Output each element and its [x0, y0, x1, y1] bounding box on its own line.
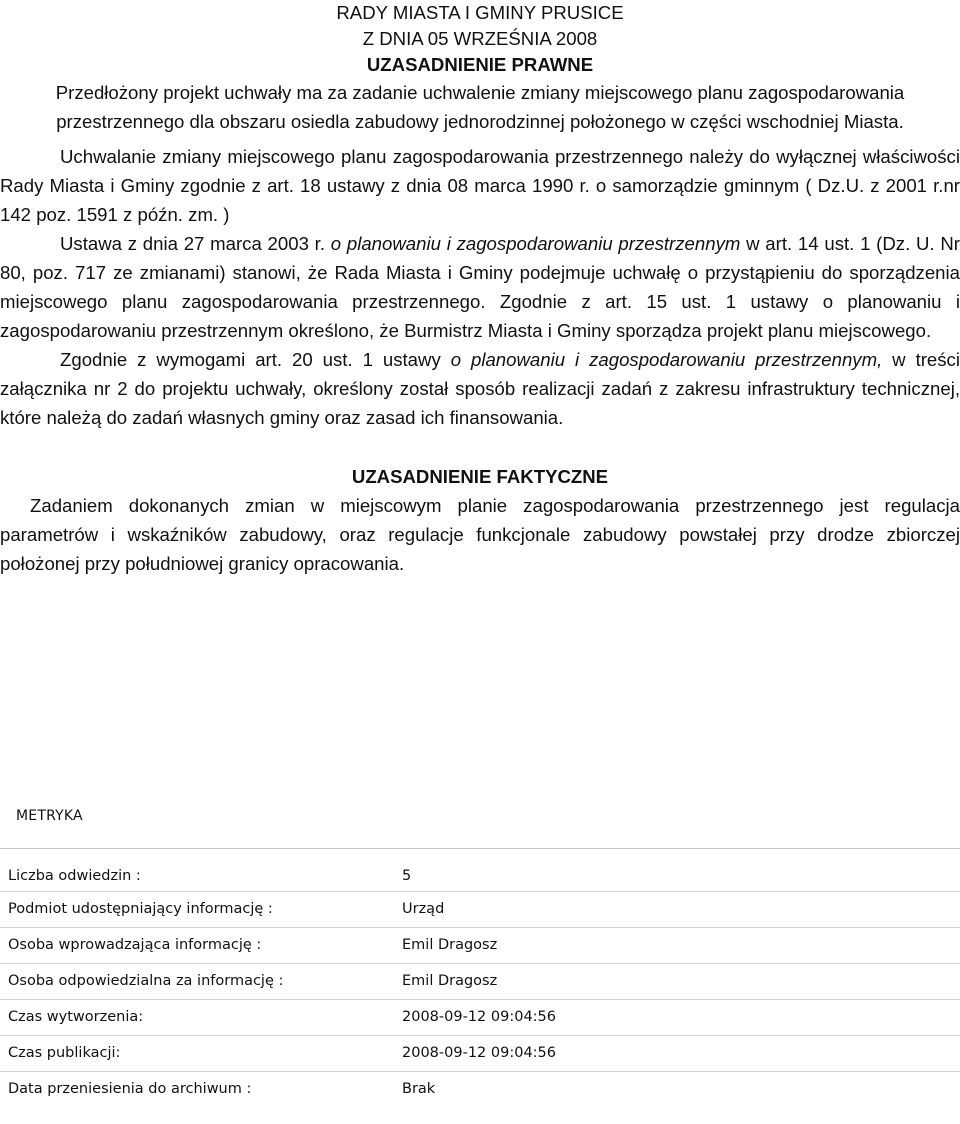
metadata-row-responsible [0, 964, 960, 1000]
metadata-value: Emil Dragosz [402, 973, 498, 989]
legal-paragraph-4-text-b: w treści załącznika nr 2 do projektu uchwały, określony został sposób realizacji zadań z zakresu infrastruktury technicznej, które należą do zadań własnych gminy oraz zasad ich finansowania. [0, 349, 960, 428]
legal-paragraph-3-text-a: Ustawa z dnia 27 marca 2003 r. [60, 233, 331, 254]
heading-factual-justification: UZASADNIENIE FAKTYCZNE [351, 466, 609, 487]
legal-paragraph-4 [0, 345, 960, 432]
factual-paragraph-1: Zadaniem dokonanych zmian w miejscowym planie zagospodarowania przestrzennego jest regulacja parametrów i wskaźników zabudowy, oraz regulacje funkcjonale zabudowy powstałej przy drodze zbiorczej położonej przy południowej granicy opracowania. [0, 495, 960, 574]
document-title-line-1: RADY MIASTA I GMINY PRUSICE [336, 2, 624, 23]
metadata-row-published [0, 1036, 960, 1072]
metadata-value: Emil Dragosz [402, 937, 498, 953]
metadata-key: Podmiot udostępniający informację : [8, 901, 273, 917]
legal-paragraph-1: Przedłożony projekt uchwały ma za zadanie uchwalenie zmiany miejscowego planu zagospodarowania przestrzennego dla obszaru osiedla zabudowy jednorodzinnej położonego w części wschodniej Miasta. [55, 82, 905, 132]
metadata-row-visits [0, 849, 960, 892]
heading-legal-justification: UZASADNIENIE PRAWNE [366, 54, 594, 75]
metadata-row-entered-by [0, 928, 960, 964]
legal-paragraph-3-text-b: w art. 14 ust. 1 (Dz. U. Nr 80, poz. 717 ze zmianami) stanowi, że Rada Miasta i Gminy podejmuje uchwałę o przystąpieniu do sporządzenia miejscowego planu zagospodarowania przestrzennego. Zgodnie z art. 15 ust. 1 ustawy o planowaniu i zagospodarowaniu przestrzennym określono, że Burmistrz Miasta i Gminy sporządza projekt planu miejscowego. [0, 233, 960, 341]
metadata-key: Liczba odwiedzin : [8, 868, 141, 884]
metadata-value: 2008-09-12 09:04:56 [402, 1045, 556, 1061]
legal-paragraph-4-text-a: Zgodnie z wymogami art. 20 ust. 1 ustawy [60, 349, 451, 370]
metadata-value: Brak [402, 1081, 436, 1097]
metadata-value: 5 [402, 868, 412, 884]
metadata-key: Data przeniesienia do archiwum : [8, 1081, 252, 1097]
metryka-label: METRYKA [16, 808, 83, 824]
metadata-table [0, 848, 960, 1107]
legal-paragraph-3-act-title: o planowaniu i zagospodarowaniu przestrzennym [330, 233, 741, 254]
metadata-key: Osoba odpowiedzialna za informację : [8, 973, 284, 989]
document-title-line-2: Z DNIA 05 WRZEŚNIA 2008 [362, 28, 598, 49]
metadata-key: Czas wytworzenia: [8, 1009, 144, 1025]
metadata-row-archive-date [0, 1072, 960, 1107]
legal-paragraph-2: Uchwalanie zmiany miejscowego planu zagospodarowania przestrzennego należy do wyłącznej właściwości Rady Miasta i Gminy zgodnie z art. 18 ustawy z dnia 08 marca 1990 r. o samorządzie gminnym ( Dz.U. z 2001 r.nr 142 poz. 1591 z późn. zm. ) [0, 146, 960, 225]
metadata-key: Czas publikacji: [8, 1045, 121, 1061]
metadata-key: Osoba wprowadzająca informację : [8, 937, 262, 953]
metadata-value: 2008-09-12 09:04:56 [402, 1009, 556, 1025]
legal-paragraph-3 [0, 229, 960, 345]
metadata-row-created [0, 1000, 960, 1036]
metadata-value: Urząd [402, 901, 445, 917]
metadata-row-publisher [0, 892, 960, 928]
legal-paragraph-4-act-title: o planowaniu i zagospodarowaniu przestrzennym, [450, 349, 883, 370]
